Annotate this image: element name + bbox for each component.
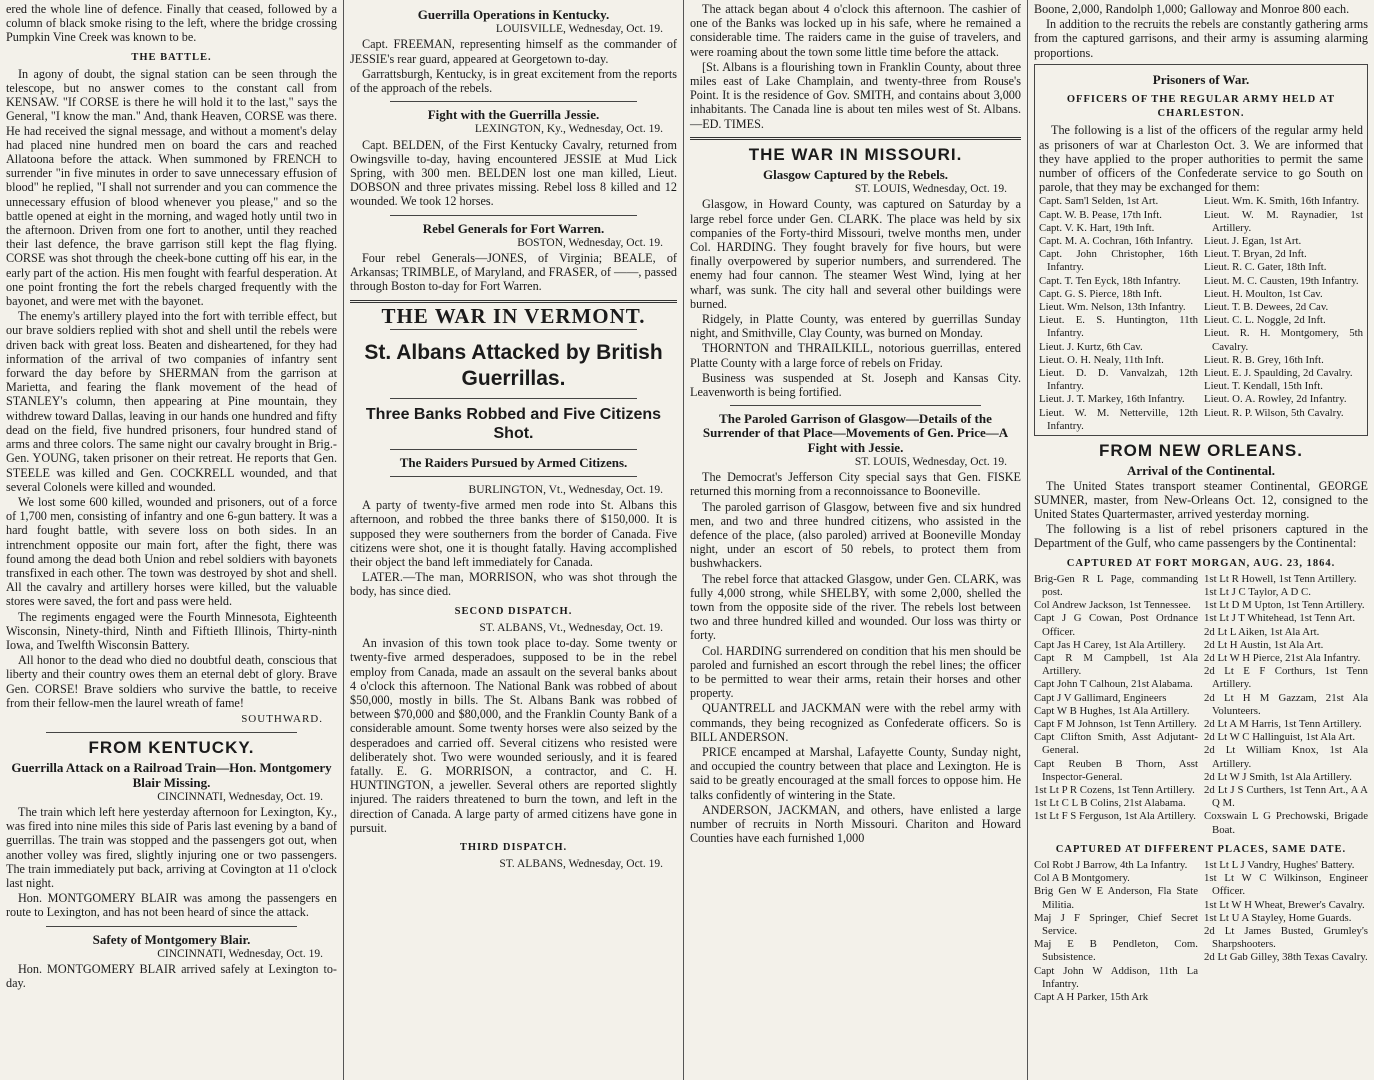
headline-three-banks-robbed: Three Banks Robbed and Five Citizens Shot. xyxy=(365,405,662,442)
list-item: 2d Lt W C Hallinguist, 1st Ala Art. xyxy=(1204,731,1356,744)
list-item: Capt Jas H Carey, 1st Ala Artillery. xyxy=(1034,638,1186,651)
headline-war-in-vermont: THE WAR IN VERMONT. xyxy=(381,303,646,328)
divider xyxy=(730,405,981,406)
list-item: Capt R M Campbell, 1st Ala Artillery. xyxy=(1034,651,1198,678)
paragraph: LATER.—The man, MORRISON, who was shot through the body, has since died. xyxy=(350,570,677,599)
list-item: Capt. Sam'l Selden, 1st Art. xyxy=(1039,195,1159,208)
divider xyxy=(390,329,637,330)
subheadline-arrival-continental: Arrival of the Continental. xyxy=(1126,463,1276,479)
list-item: 1st Lt D M Upton, 1st Tenn Artillery. xyxy=(1204,599,1365,612)
column-1 xyxy=(0,0,344,1080)
subheadline-paroled-garrison: The Paroled Garrison of Glasgow—Details of the Surrender of that Place—Movements of Gen. Price—A Fight with Jessie. xyxy=(702,411,1009,455)
prisoners-of-war-box xyxy=(1034,64,1368,436)
divider xyxy=(390,449,637,450)
double-divider xyxy=(350,300,677,303)
list-item: Lieut. J. Egan, 1st Art. xyxy=(1204,235,1302,248)
list-item: Lieut. J. T. Markey, 16th Infantry. xyxy=(1039,393,1185,406)
list-item: Capt Clifton Smith, Asst Adjutant-General. xyxy=(1034,731,1198,757)
list-item: Lieut. H. Moulton, 1st Cav. xyxy=(1204,287,1323,300)
column-2 xyxy=(344,0,684,1080)
list-item: Lieut. R. C. Gater, 18th Inft. xyxy=(1204,261,1327,274)
section-heading-fort-morgan: CAPTURED AT FORT MORGAN, AUG. 23, 1864. xyxy=(1066,557,1336,569)
list-item: 2d Lt W H Pierce, 21st Ala Infantry. xyxy=(1204,651,1361,664)
list-item: Brig-Gen R L Page, commanding post. xyxy=(1034,572,1198,598)
paragraph: The regiments engaged were the Fourth Minnesota, Eighteenth Wisconsin, Ninety-third, Ninth and Fiftieth Illinois, Thirty-ninth Iowa, and Twelfth Wisconsin Battery. xyxy=(6,609,337,652)
section-heading-third-dispatch: THIRD DISPATCH. xyxy=(459,841,568,853)
paragraph: Four rebel Generals—JONES, of Virginia; BEALE, of Arkansas; TRIMBLE, of Maryland, and FRASER, of ——, passed through Boston to-day for Fort Warren. xyxy=(350,251,677,294)
paragraph: An invasion of this town took place to-day. Some twenty or twenty-five armed desperadoes, supposed to be in the rebel employ from Canada, made an assault on the several banks about 4 o'clock this afternoon. The National Bank was robbed of about $50,000, mostly in bills. The St. Albans Bank was robbed of between $70,000 and $80,000, and the Franklin County Bank of a considerable amount. Some twenty horses were also seized by the desperadoes and carried off. Several citizens who resisted were deliberately shot. Two were wounded seriously, and it is feared fatally. E. G. MORRISON, a contractor, and C. H. HUNTINGTON, a jeweller. Several others are reported slightly injured. The raiders threatened to burn the town, and left in the direction of Canada. A large party of armed citizens have gone in pursuit. xyxy=(350,636,677,835)
divider xyxy=(390,215,637,216)
paragraph: The paroled garrison of Glasgow, between five and six hundred men, and two and three hundred citizens, who assisted in the defence of the place, (also paroled) arrived at Booneville Monday night, under an escort of 50 rebels, to protect them from bushwhackers. xyxy=(690,499,1021,571)
list-item: 2d Lt William Knox, 1st Ala Artillery. xyxy=(1204,744,1368,770)
subheadline-raiders-pursued: The Raiders Pursued by Armed Citizens. xyxy=(399,454,628,470)
list-item: Capt F M Johnson, 1st Tenn Artillery. xyxy=(1034,717,1197,730)
dateline: ST. LOUIS, Wednesday, Oct. 19. xyxy=(854,455,1007,468)
prisoner-list-different-places xyxy=(1034,859,1368,1004)
list-item: Capt John W Addison, 11th La Infantry. xyxy=(1034,964,1198,990)
paragraph: Hon. MONTGOMERY BLAIR arrived safely at Lexington to-day. xyxy=(6,962,337,991)
list-item: 2d Lt H M Gazzam, 21st Ala Volunteers. xyxy=(1204,691,1368,717)
prisoner-list-right xyxy=(1204,859,1368,1004)
section-heading-battle: THE BATTLE. xyxy=(131,51,212,63)
list-item: Capt. M. A. Cochran, 16th Infantry. xyxy=(1039,235,1194,248)
paragraph: Business was suspended at St. Joseph and Kansas City. Leavenworth is being fortified. xyxy=(690,370,1021,400)
officer-list xyxy=(1039,195,1363,433)
prisoner-list-fort-morgan xyxy=(1034,573,1368,837)
paragraph: In agony of doubt, the signal station can be seen through the telescope, but no answer comes to the constant call from KENSAW. "If CORSE is there he will hold it to the last," says the General, "I know the man." And, thank Heaven, CORSE was there. He had received the signal message, and without a moment's delay had placed nine hundred men on board the cars and reached Allatoona before the attack. When summoned by FRENCH to surrender "in five minutes in order to save unnecessary effusion of blood" he replied, "I shall not surrender and you can commence the unnecessary effusion of blood whenever you please," and so the battle opened at eight in the morning, and waged hotly until two in the afternoon. Driven from one fort to another, until they reached their last defence, the brave garrison still kept the flag flying. CORSE was shot through the cheek-bone cutting off his ear, in the early part of the action. His men fought with fearful desperation. At one point fronting the fort the rebels charged frequently with the bayonet, and were met with the bayonet. xyxy=(6,66,337,309)
subheadline-rebel-generals: Rebel Generals for Fort Warren. xyxy=(422,220,605,236)
paragraph: All honor to the dead who died no doubtful death, conscious that liberty and their country owes them an eternal debt of glory. Brave Gen. CORSE! Brave soldiers who survive the battle, to receive from their fellow-men the laurel wreath of fame! xyxy=(6,653,337,710)
list-item: Lieut. Wm. K. Smith, 16th Infantry. xyxy=(1204,195,1360,208)
paragraph: The following is a list of the officers of the regular army held as prisoners of war at Charleston Oct. 3. We are informed that they have applied to the proper authorities to permit the same number of officers of the Confederate service to go South on parole, that they may be exchanged for them: xyxy=(1039,123,1363,195)
list-item: Capt. T. Ten Eyck, 18th Infantry. xyxy=(1039,274,1181,287)
paragraph: A party of twenty-five armed men rode into St. Albans this afternoon, and robbed the three banks there of $150,000. It is supposed they were southerners from the border of Canada. Five citizens were shot, one it is thought fatally. Having accomplished their object the band left immediately for Canada. xyxy=(350,498,677,570)
section-heading-different-places: CAPTURED AT DIFFERENT PLACES, SAME DATE. xyxy=(1055,843,1347,855)
divider xyxy=(390,398,637,399)
list-item: Coxswain L G Prechowski, Brigade Boat. xyxy=(1204,810,1368,836)
list-item: 2d Lt Gab Gilley, 38th Texas Cavalry. xyxy=(1204,951,1368,964)
paragraph: Col. HARDING surrendered on condition that his men should be paroled and furnished an escort through the rebel lines; the officer to be permitted to wear their arms, retain their horses and other property. xyxy=(690,643,1021,701)
subheadline-glasgow-captured: Glasgow Captured by the Rebels. xyxy=(762,167,949,183)
officer-list-right xyxy=(1204,195,1363,433)
headline-st-albans-attacked: St. Albans Attacked by British Guerrillas. xyxy=(364,340,663,390)
paragraph: The rebel force that attacked Glasgow, under Gen. CLARK, was fully 4,000 strong, while SHELBY, with some 2,000, shelled the town from the opposite side of the river. The rebels lost between two and three hundred killed and wounded. Our loss was thirty or forty. xyxy=(690,571,1021,643)
dateline: ST. LOUIS, Wednesday, Oct. 19. xyxy=(854,183,1007,196)
divider xyxy=(46,732,297,733)
list-item: Capt John T Calhoun, 21st Alabama. xyxy=(1034,678,1193,691)
list-item: Capt Reuben B Thorn, Asst Inspector-General. xyxy=(1034,757,1198,783)
list-item: Lieut. R. H. Montgomery, 5th Cavalry. xyxy=(1204,327,1363,353)
list-item: 1st Lt W H Wheat, Brewer's Cavalry. xyxy=(1204,898,1365,911)
list-item: 2d Lt J S Curthers, 1st Tenn Art., A A Q M. xyxy=(1204,783,1368,810)
list-item: 1st Lt J T Whitehead, 1st Tenn Art. xyxy=(1204,612,1356,625)
subheadline-guerrilla-attack: Guerrilla Attack on a Railroad Train—Hon. Montgomery Blair Missing. xyxy=(11,760,332,790)
list-item: 1st Lt U A Stayley, Home Guards. xyxy=(1204,911,1352,924)
list-item: 1st Lt L J Vandry, Hughes' Battery. xyxy=(1204,858,1355,871)
list-item: Maj J F Springer, Chief Secret Service. xyxy=(1034,911,1198,937)
list-item: Capt J G Cowan, Post Ordnance Officer. xyxy=(1034,612,1198,638)
headline-from-new-orleans: FROM NEW ORLEANS. xyxy=(1099,441,1303,461)
list-item: Capt. G. S. Pierce, 18th Inft. xyxy=(1039,287,1162,300)
paragraph: Boone, 2,000, Randolph 1,000; Galloway and Monroe 800 each. xyxy=(1034,2,1350,16)
divider xyxy=(390,101,637,102)
list-item: Capt. John Christopher, 16th Infantry. xyxy=(1039,248,1198,274)
paragraph: Capt. FREEMAN, representing himself as the commander of JESSIE's rear guard, appeared at Georgetown to-day. xyxy=(350,37,677,66)
paragraph: The train which left here yesterday afternoon for Lexington, Ky., was fired into nine miles this side of Paris last evening by a band of guerrillas. The train was stopped and the passengers got out, when another volley was fired, slightly injuring one or two passengers. The train immediately put back, arriving at Covington at 11 o'clock last night. xyxy=(6,804,337,890)
double-divider xyxy=(690,137,1021,140)
paragraph: ered the whole line of defence. Finally that ceased, followed by a column of black smoke rising to the left, where the bridge crossing Pumpkin Vine Creek was known to be. xyxy=(6,2,337,45)
list-item: 1st Lt W C Wilkinson, Engineer Officer. xyxy=(1204,872,1368,898)
list-item: Col Robt J Barrow, 4th La Infantry. xyxy=(1034,858,1188,871)
dateline: ST. ALBANS, Vt., Wednesday, Oct. 19. xyxy=(479,621,663,634)
list-item: Maj E B Pendleton, Com. Subsistence. xyxy=(1034,938,1198,964)
prisoner-list-left xyxy=(1034,859,1198,1004)
list-item: Brig Gen W E Anderson, Fla State Militia. xyxy=(1034,885,1198,911)
divider xyxy=(46,926,297,927)
list-item: 2d Lt H Austin, 1st Ala Art. xyxy=(1204,638,1324,651)
list-item: 2d Lt E F Corthurs, 1st Tenn Artillery. xyxy=(1204,665,1368,691)
list-item: Capt W B Hughes, 1st Ala Artillery. xyxy=(1034,704,1190,717)
dateline: CINCINNATI, Wednesday, Oct. 19. xyxy=(157,947,323,960)
paragraph: ANDERSON, JACKMAN, and others, have enlisted a large number of recruits in North Missouri. Chariton and Howard Counties have each furnished 1,000 xyxy=(690,802,1021,846)
paragraph: The Democrat's Jefferson City special says that Gen. FISKE returned this morning from a reconnoissance to Booneville. xyxy=(690,470,1021,499)
list-item: Capt. W. B. Pease, 17th Inft. xyxy=(1039,208,1162,221)
list-item: 1st Lt F S Ferguson, 1st Ala Artillery. xyxy=(1034,810,1196,823)
paragraph: [St. Albans is a flourishing town in Franklin County, about three miles east of Lake Champlain, and twenty-three from Rouse's Point. It is the residence of Gov. SMITH, and contains about 3,000 inhabitants. The Canada line is about ten miles west of St. Albans.—ED. TIMES. xyxy=(690,59,1021,131)
list-item: Capt. V. K. Hart, 19th Inft. xyxy=(1039,221,1155,234)
paragraph: Glasgow, in Howard County, was captured on Saturday by a large rebel force under Gen. CLARK. The place was held by six companies of the Forty-third Missouri, twelve months men, under Col. HARDING. They fought bravely for five hours, but were finally overpowered by superior numbers, and surrendered. The enemy had four cannon. The steamer West Wind, lying at her wharf, was sunk. The city hall and several other buildings were burned. xyxy=(690,197,1021,311)
paragraph: Hon. MONTGOMERY BLAIR was among the passengers en route to Lexington, and has not been heard of since the attack. xyxy=(6,891,337,920)
paragraph: The enemy's artillery played into the fort with terrible effect, but our brave soldiers replied with shot and shell until the rebels were driven back with great loss. Beaten and disheartened, for they had information of the arrival of two companies of infantry sent forward the day before by SHERMAN from the garrison at Marietta, and fearing the flank movement of the head of STANLEY's column, then appearing at Pine mountain, they withdrew toward Dallas, leaving in our hands one hundred and fifty dead on the field, five hundred prisoners, four hundred stand of arms and three colors. The same night our cavalry brought in Brig.-Gen. YOUNG, taken prisoner on their retreat. He reports that Gen. STEELE was killed and Gen. COCKRELL wounded, and that several Colonels were killed and wounded. xyxy=(6,309,337,494)
list-item: 1st Lt J C Taylor, A D C. xyxy=(1204,585,1311,598)
list-item: Capt A H Parker, 15th Ark xyxy=(1034,991,1149,1004)
list-item: 2d Lt A M Harris, 1st Tenn Artillery. xyxy=(1204,717,1362,730)
list-item: Lieut. E. J. Spaulding, 2d Cavalry. xyxy=(1204,367,1353,380)
list-item: Lieut. C. L. Noggle, 2d Inft. xyxy=(1204,314,1326,327)
paragraph: THORNTON and THRAILKILL, notorious guerrillas, entered Platte County with a large force of rebels on Friday. xyxy=(690,341,1021,370)
subheadline-fight-with-jessie: Fight with the Guerrilla Jessie. xyxy=(427,107,600,123)
paragraph: We lost some 600 killed, wounded and prisoners, out of a force of 1,700 men, consisting of infantry and one 6-gun battery. It was a hard fought battle, with severe loss on both sides. In an intrenchment opposite our main fort, after the fight, there was found among the dead both Union and rebel soldiers with bayonets transfixed in each other. The town was destroyed by shot and shell. All the cavalry and artillery horses were killed, but the valuable stores were saved, the fort and pass were held. xyxy=(6,494,337,609)
list-item: Lieut. J. Kurtz, 6th Cav. xyxy=(1039,340,1143,353)
dateline: BURLINGTON, Vt., Wednesday, Oct. 19. xyxy=(468,484,663,497)
list-item: 1st Lt C L B Colins, 21st Alabama. xyxy=(1034,797,1186,810)
dateline: CINCINNATI, Wednesday, Oct. 19. xyxy=(157,790,323,803)
signature: SOUTHWARD. xyxy=(241,712,323,725)
section-heading-officers-held: OFFICERS OF THE REGULAR ARMY HELD AT CHARLESTON. xyxy=(1066,94,1336,120)
list-item: Lieut. R. B. Grey, 16th Inft. xyxy=(1204,353,1324,366)
list-item: Lieut. E. S. Huntington, 11th Infantry. xyxy=(1039,314,1198,340)
list-item: Lieut. Wm. Nelson, 13th Infantry. xyxy=(1039,301,1186,314)
divider xyxy=(390,476,637,477)
dateline: LOUISVILLE, Wednesday, Oct. 19. xyxy=(495,23,663,36)
paragraph: The following is a list of rebel prisoners captured in the Department of the Gulf, who came passengers by the Continental: xyxy=(1034,522,1368,551)
paragraph: PRICE encamped at Marshal, Lafayette County, Sunday night, and occupied the country between that place and Lexington. He is said to be greatly encouraged at the small forces to oppose him. He talks confidently of wintering in the State. xyxy=(690,744,1021,802)
subheadline-guerrilla-operations: Guerrilla Operations in Kentucky. xyxy=(417,7,610,22)
list-item: Lieut. W. M. Netterville, 12th Infantry. xyxy=(1039,406,1198,432)
list-item: 1st Lt P R Cozens, 1st Tenn Artillery. xyxy=(1034,783,1195,796)
list-item: 2d Lt W J Smith, 1st Ala Artillery. xyxy=(1204,770,1352,783)
list-item: Lieut. T. Bryan, 2d Inft. xyxy=(1204,248,1307,261)
prisoner-list-left xyxy=(1034,573,1198,837)
dateline: ST. ALBANS, Wednesday, Oct. 19. xyxy=(499,858,663,871)
section-heading-second-dispatch: SECOND DISPATCH. xyxy=(454,605,573,617)
list-item: 2d Lt James Busted, Grumley's Sharpshooters. xyxy=(1204,925,1368,951)
paragraph: The United States transport steamer Continental, GEORGE SUMNER, master, from New-Orleans Oct. 12, consigned to the United States Quartermaster, arrived yesterday morning. xyxy=(1034,478,1368,521)
paragraph: Garrattsburgh, Kentucky, is in great excitement from the reports of the approach of the rebels. xyxy=(350,66,677,96)
list-item: Lieut. M. C. Causten, 19th Infantry. xyxy=(1204,274,1359,287)
paragraph: In addition to the recruits the rebels are constantly gathering arms from the captured garrisons, and their army is assuming alarming proportions. xyxy=(1034,17,1368,60)
list-item: Capt J V Gallimard, Engineers xyxy=(1034,691,1167,704)
list-item: Lieut. T. B. Dewees, 2d Cav. xyxy=(1204,301,1329,314)
officer-list-left xyxy=(1039,195,1198,433)
list-item: Lieut. O. H. Nealy, 11th Inft. xyxy=(1039,353,1164,366)
headline-from-kentucky: FROM KENTUCKY. xyxy=(88,738,255,758)
list-item: 2d Lt L Aiken, 1st Ala Art. xyxy=(1204,625,1320,638)
column-3 xyxy=(684,0,1028,1080)
list-item: Lieut. R. P. Wilson, 5th Cavalry. xyxy=(1204,406,1344,419)
paragraph: Capt. BELDEN, of the First Kentucky Cavalry, returned from Owingsville to-day, having encountered JESSIE at Mud Lick Spring, with 300 men. BELDEN lost one man killed, Lieut. DOBSON and three privates missing. Rebel loss 8 killed and 12 wounded. We took 12 horses. xyxy=(350,137,677,209)
list-item: Col Andrew Jackson, 1st Tennessee. xyxy=(1034,599,1191,612)
paragraph: QUANTRELL and JACKMAN were with the rebel army with commands, they being recognized as Confederate officers. So is BILL ANDERSON. xyxy=(690,701,1021,744)
list-item: Lieut. W. M. Raynadier, 1st Artillery. xyxy=(1204,208,1363,234)
subheadline-prisoners-of-war: Prisoners of War. xyxy=(1152,71,1250,87)
paragraph: The attack began about 4 o'clock this afternoon. The cashier of one of the Banks was locked up in his safe, where he remained a considerable time. The raiders came in the guise of travelers, and were roaming about the town some little time before the attack. xyxy=(690,2,1021,59)
headline-war-in-missouri: THE WAR IN MISSOURI. xyxy=(748,144,963,164)
dateline: LEXINGTON, Ky., Wednesday, Oct. 19. xyxy=(474,123,663,136)
list-item: Lieut. T. Kendall, 15th Inft. xyxy=(1204,380,1323,393)
column-4 xyxy=(1028,0,1374,1080)
subheadline-safety-of-blair: Safety of Montgomery Blair. xyxy=(92,931,251,947)
list-item: Lieut. O. A. Rowley, 2d Infantry. xyxy=(1204,393,1347,406)
paragraph: Ridgely, in Platte County, was entered by guerrillas Sunday night, and Smithville, Clay County, was burned on Monday. xyxy=(690,312,1021,341)
list-item: Col A B Montgomery. xyxy=(1034,872,1130,885)
list-item: 1st Lt R Howell, 1st Tenn Artillery. xyxy=(1204,572,1357,585)
list-item: Lieut. D. D. Vanvalzah, 12th Infantry. xyxy=(1039,367,1198,393)
prisoner-list-right xyxy=(1204,573,1368,837)
dateline: BOSTON, Wednesday, Oct. 19. xyxy=(517,236,663,249)
